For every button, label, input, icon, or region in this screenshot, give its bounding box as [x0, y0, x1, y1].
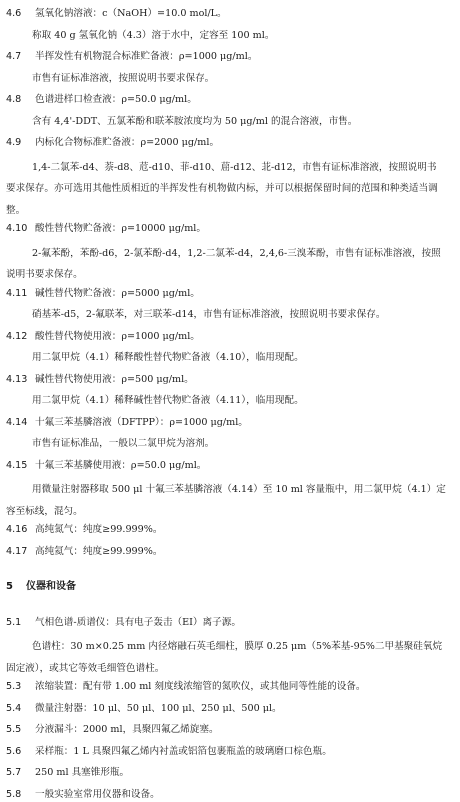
- clause-heading: [0, 221, 460, 236]
- clause-heading: [0, 722, 460, 737]
- section-number: 5: [6, 581, 13, 592]
- clause-heading: [0, 135, 460, 150]
- clause-description: 用二氯甲烷（4.1）稀释碱性替代物贮备液（4.11），临用现配。: [32, 395, 304, 406]
- clause-heading: [0, 415, 460, 430]
- clause-title: 采样瓶：1 L 具聚四氟乙烯内衬盖或铝箔包裹瓶盖的玻璃磨口棕色瓶。: [35, 745, 332, 757]
- clause-heading: [0, 679, 460, 694]
- clause-title: 高纯氦气：纯度≥99.999%。: [35, 545, 163, 557]
- clause-title: 酸性替代物贮备液：ρ=10000 μg/ml。: [35, 223, 206, 234]
- clause-title: 高纯氮气：纯度≥99.999%。: [35, 524, 163, 535]
- clause-title: 色谱进样口检查液：ρ=50.0 μg/ml。: [35, 94, 197, 105]
- clause-number: 4.13: [6, 373, 28, 385]
- clause-heading: [0, 744, 460, 759]
- paragraph-text: [0, 243, 446, 286]
- clause-heading: [0, 286, 460, 301]
- paragraph-body: 色谱柱：30 m×0.25 mm 内径熔融石英毛细柱，膜厚 0.25 μm（5%苯基-95%二甲基聚硅氧烷固定液），或其它等效毛细管色谱柱。: [6, 641, 443, 674]
- clause-heading: [0, 458, 460, 473]
- clause-number: 4.11: [6, 287, 28, 299]
- section-heading: [0, 579, 460, 594]
- clause-heading: [0, 49, 460, 64]
- clause-description: 称取 40 g 氢氧化钠（4.3）溶于水中，定容至 100 ml。: [32, 29, 275, 41]
- clause-heading: [0, 372, 460, 387]
- clause-title: 十氟三苯基膦使用液：ρ=50.0 μg/ml。: [35, 459, 207, 471]
- clause-number: 4.9: [6, 137, 22, 148]
- clause-description: 硝基苯-d5，2-氟联苯，对三联苯-d14，市售有证标准溶液，按照说明书要求保存。: [32, 309, 386, 320]
- clause-number: 4.10: [6, 223, 28, 234]
- clause-number: 5.8: [6, 788, 22, 800]
- clause-number: 4.17: [6, 545, 28, 557]
- clause-heading: [0, 329, 460, 344]
- clause-number: 5.6: [6, 745, 22, 757]
- clause-title: 微量注射器：10 μl、50 μl、100 μl、250 μl、500 μl。: [35, 702, 282, 714]
- paragraph-body: 用微量注射器移取 500 μl 十氟三苯基膦溶液（4.14）至 10 ml 容量瓶中，用二氯甲烷（4.1）定容至标线，混匀。: [6, 484, 446, 517]
- clause-number: 5.1: [6, 616, 22, 628]
- clause-number: 5.4: [6, 702, 22, 714]
- clause-heading: [0, 544, 460, 559]
- clause-title: 碱性替代物使用液：ρ=500 μg/ml。: [35, 373, 194, 385]
- paragraph-body: 2-氟苯酚，苯酚-d6，2-氯苯酚-d4，1,2-二氯苯-d4，2,4,6-三溴苯酚，市售有证标准溶液，按照说明书要求保存。: [6, 247, 441, 280]
- paragraph-body: 1,4-二氯苯-d4、萘-d8、苊-d10、菲-d10、䓛-d12、苝-d12，市售有证标准溶液，按照说明书要求保存。亦可选用其他性质相近的半挥发性有机物做内标，并可以根据保留时间的范围和种类适当调整。: [6, 161, 438, 216]
- paragraph-text: [0, 157, 446, 222]
- clause-number: 5.7: [6, 767, 22, 778]
- clause-number: 5.3: [6, 681, 22, 692]
- paragraph-text: [0, 636, 446, 679]
- clause-number: 4.8: [6, 94, 22, 105]
- clause-title: 酸性替代物使用液：ρ=1000 μg/ml。: [35, 330, 200, 342]
- clause-title: 一般实验室常用仪器和设备。: [35, 788, 160, 800]
- clause-number: 4.12: [6, 330, 28, 342]
- clause-number: 4.15: [6, 459, 28, 471]
- clause-title: 分液漏斗：2000 ml，具聚四氟乙烯旋塞。: [35, 724, 219, 735]
- clause-title: 浓缩装置：配有带 1.00 ml 刻度线浓缩管的氮吹仪，或其他同等性能的设备。: [35, 681, 366, 692]
- clause-description: 含有 4,4'-DDT、五氯苯酚和联苯胺浓度均为 50 μg/ml 的混合溶液，市售。: [32, 115, 358, 127]
- clause-title: 碱性替代物贮备液：ρ=5000 μg/ml。: [35, 287, 200, 299]
- clause-number: 4.6: [6, 8, 22, 19]
- clause-number: 4.16: [6, 524, 28, 535]
- clause-description: 用二氯甲烷（4.1）稀释酸性替代物贮备液（4.10），临用现配。: [32, 352, 304, 363]
- clause-number: 4.14: [6, 416, 28, 428]
- section-title: 仪器和设备: [26, 581, 76, 592]
- clause-heading: [0, 701, 460, 716]
- clause-heading: [0, 6, 460, 21]
- clause-title: 氢氧化钠溶液：c（NaOH）=10.0 mol/L。: [35, 8, 227, 19]
- clause-heading: [0, 787, 460, 802]
- clause-heading: [0, 92, 460, 107]
- clause-description: 市售有证标准溶液，按照说明书要求保存。: [32, 72, 215, 84]
- clause-title: 气相色谱-质谱仪：具有电子轰击（EI）离子源。: [35, 616, 241, 628]
- clause-heading: [0, 522, 460, 537]
- clause-title: 内标化合物标准贮备液：ρ=2000 μg/ml。: [35, 137, 220, 148]
- clause-number: 5.5: [6, 724, 22, 735]
- clause-number: 4.7: [6, 51, 22, 62]
- clause-title: 半挥发性有机物混合标准贮备液：ρ=1000 μg/ml。: [35, 51, 258, 62]
- paragraph-text: [0, 479, 446, 522]
- clause-title: 十氟三苯基膦溶液（DFTPP）：ρ=1000 μg/ml。: [35, 416, 248, 428]
- clause-heading: [0, 615, 460, 630]
- clause-description: 市售有证标准品，一般以二氯甲烷为溶剂。: [32, 438, 215, 449]
- clause-heading: [0, 765, 460, 780]
- clause-title: 250 ml 具塞锥形瓶。: [35, 767, 130, 778]
